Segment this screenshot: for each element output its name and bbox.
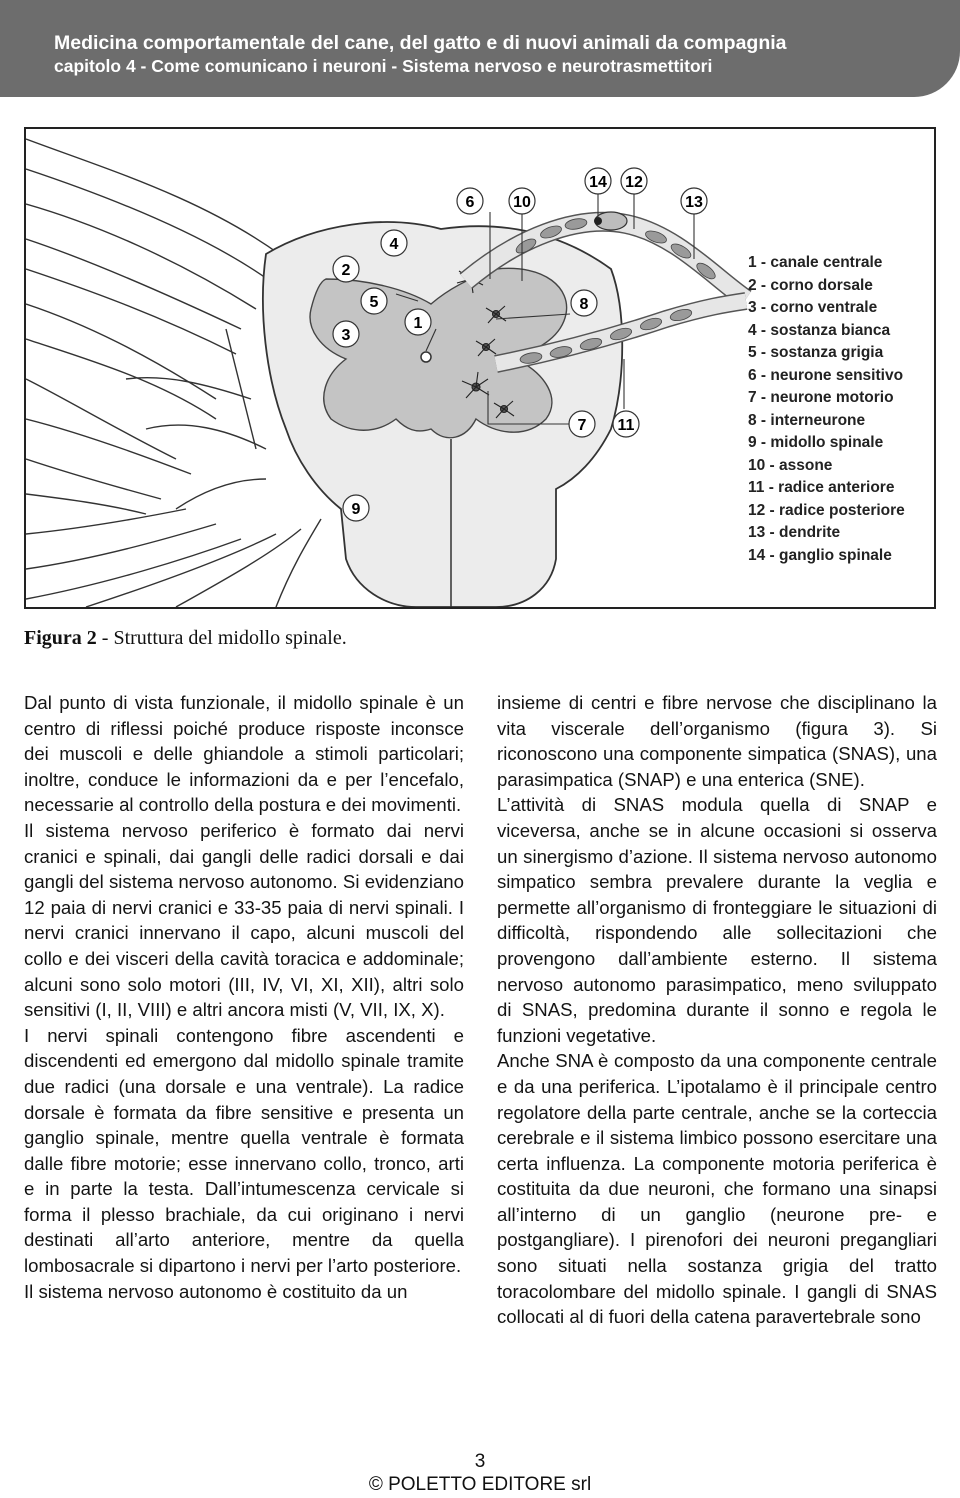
marker-6 [457,188,483,214]
svg-text:12: 12 [625,174,643,191]
svg-text:2: 2 [341,262,351,279]
legend-item: 9 - midollo spinale [748,434,884,451]
legend-item: 7 - neurone motorio [748,389,894,406]
legend-item: 4 - sostanza bianca [748,321,891,339]
text-column-left [24,690,464,1304]
ganglion-cell [594,217,602,225]
svg-text:6: 6 [465,194,475,211]
paragraph: insieme di centri e fibre nervose che disciplinano la vita viscerale dell’organismo (figura 3). Si riconoscono una componente simpatica (SNAS), una parasimpatica (SNAP) e una enterica (SNE). [497,692,937,790]
paragraph: Anche SNA è composto da una componente centrale e da una periferica. L’ipotalamo è il principale centro regolatore della parte centrale, anche se la corteccia cerebrale e il sistema limbico possono esercitare una certa influenza. La componente motoria periferica è costituita da due neuroni, che formano una sinapsi all’interno di un ganglio (neurone pre- e postgangliare). I pirenofori dei neuroni pregangliari sono situati nella sostanza grigia del tratto toracolombare del midollo spinale. I gangli di SNAS collocati al di fuori della catena paravertebrale sono [497,1050,937,1328]
legend-item: 10 - assone [748,456,833,474]
marker-14 [585,168,611,194]
legend-item: 2 - corno dorsale [748,276,873,294]
svg-text:10: 10 [513,194,531,211]
legend-item: 11 - radice anteriore [748,479,895,496]
figure-legend [748,252,905,567]
svg-text:9: 9 [351,501,361,518]
marker-13 [681,188,707,214]
page-header [0,0,960,97]
svg-text:5: 5 [369,294,379,311]
paragraph: I nervi spinali contengono fibre ascendenti e discendenti ed emergono dal midollo spinale tramite due radici (una dorsale e una ventrale). La radice dorsale è formata da fibre sensitive e presenta un ganglio spinale, mentre quella ventrale è formata dalle fibre motorie; esse innervano collo, tronco, arti e in parte la testa. Dall’intumescenza cervicale si forma il plesso brachiale, da cui originano i nervi destinati all’arto anteriore, mentre da quella lombosacrale si dipartono i nervi per l’arto posteriore. [24,1024,464,1277]
legend-item: 13 - dendrite [748,524,841,541]
marker-3 [333,321,359,347]
svg-text:11: 11 [617,417,635,434]
paragraph: L’attività di SNAS modula quella di SNAP e viceversa, anche se in alcune occasioni si osserva un sinergismo d’azione. Il sistema nervoso autonomo simpatico sembra prevalere durante la veglia e permette all’organismo di fronteggiare le situazioni di difficoltà, rispondendo alle sollecitazioni che provengono dall’ambiente esterno. Il sistema nervoso autonomo parasimpatico, meno sviluppato di SNAS, predomina durante il sonno e regola le funzioni vegetative. [497,794,937,1046]
caption-text: - Struttura del midollo spinale. [96,627,347,649]
marker-5 [361,288,387,314]
marker-7 [569,411,595,437]
marker-8 [571,290,597,316]
paragraph: Il sistema nervoso periferico è formato dai nervi cranici e spinali, dai gangli delle radici dorsali e dai gangli del sistema nervoso autonomo. Si evidenziano 12 paia di nervi cranici e 33-35 paia di nervi spinali. I nervi cranici innervano il capo, alcuni muscoli del collo e dei visceri della cavità toracica e addominale; alcuni sono solo motori (III, IV, VI, XI, XII), altri solo sensitivi (I, II, VIII) e altri ancora misti (V, VII, IX, X). [24,819,464,1021]
svg-text:4: 4 [389,236,399,253]
legend-item: 12 - radice posteriore [748,501,905,519]
figure-spinal-cord [24,127,936,609]
marker-2 [333,256,359,282]
legend-item: 3 - corno ventrale [748,299,878,316]
paragraph: Il sistema nervoso autonomo è costituito da un [24,1280,408,1302]
marker-12 [621,168,647,194]
page-number: 3 [474,1451,486,1472]
marker-1 [405,309,431,335]
marker-11 [613,411,639,437]
svg-text:1: 1 [413,315,423,332]
svg-text:14: 14 [589,174,607,191]
legend-item: 8 - interneurone [748,411,866,429]
caption-label: Figura 2 [24,627,97,649]
text-column-right [497,690,937,1330]
legend-item: 14 - ganglio spinale [748,546,892,564]
legend-item: 5 - sostanza grigia [748,344,884,361]
chapter-title: capitolo 4 - Come comunicano i neuroni - Sistema nervoso e neurotrasmettitori [54,56,713,76]
marker-4 [381,230,407,256]
marker-9 [343,495,369,521]
paragraph: Dal punto di vista funzionale, il midollo spinale è un centro di riflessi poiché produce risposte inconsce dei muscoli e delle ghiandole a stimoli particolari; inoltre, conduce le informazioni da e per l’encefalo, necessarie al controllo della postura e dei movimenti. [24,692,464,816]
marker-10 [509,188,535,214]
book-title: Medicina comportamentale del cane, del gatto e di nuovi animali da compagnia [54,32,787,54]
legend-item: 1 - canale centrale [748,254,883,271]
copyright-notice: © POLETTO EDITORE srl [368,1474,592,1495]
legend-item: 6 - neurone sensitivo [748,366,904,384]
svg-text:8: 8 [579,296,589,313]
svg-text:3: 3 [341,327,351,344]
svg-text:7: 7 [577,417,587,434]
figure-caption [24,627,347,650]
central-canal [421,352,431,362]
svg-text:13: 13 [685,194,703,211]
